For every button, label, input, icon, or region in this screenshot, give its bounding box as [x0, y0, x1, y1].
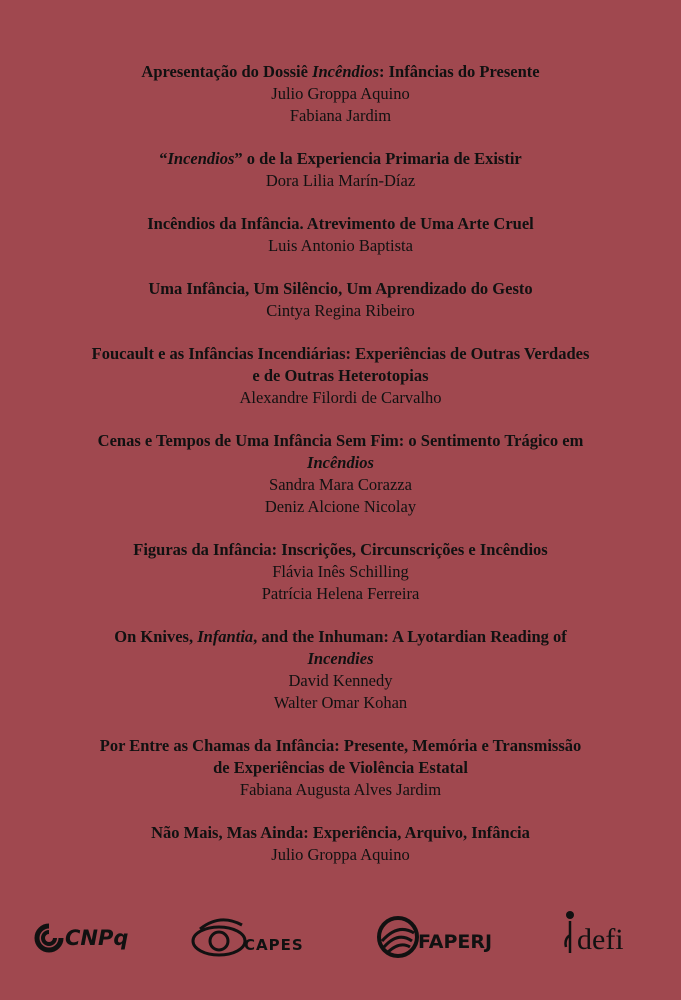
entry-author: Luis Antonio Baptista — [268, 236, 413, 255]
table-of-contents — [0, 61, 681, 887]
faperj-swirl-icon — [376, 915, 420, 959]
toc-entry — [0, 213, 681, 257]
toc-entry — [0, 61, 681, 127]
cnpq-text: CNPq — [65, 926, 129, 950]
defi-logo — [563, 909, 624, 957]
entry-author: Flávia Inês Schilling — [272, 562, 409, 581]
entry-title-line: Por Entre as Chamas da Infância: Presente, Memória e Transmissão — [99, 736, 582, 755]
entry-author: Walter Omar Kohan — [273, 693, 408, 712]
toc-entry — [0, 343, 681, 409]
defi-text: defi — [577, 923, 624, 956]
toc-entry — [0, 430, 681, 518]
toc-entry — [0, 539, 681, 605]
entry-title: “Incendios” o de la Experiencia Primaria de Existir — [159, 149, 522, 168]
entry-author: Julio Groppa Aquino — [271, 845, 410, 864]
cnpq-logo — [34, 923, 128, 953]
toc-entry — [0, 278, 681, 322]
defi-figure-icon — [563, 909, 577, 957]
entry-title-line: Incêndios — [307, 453, 374, 472]
entry-title: Não Mais, Mas Ainda: Experiência, Arquivo, Infância — [151, 823, 530, 842]
entry-title: Apresentação do Dossiê Incêndios: Infâncias do Presente — [141, 62, 540, 81]
entry-title-line: Incendies — [307, 649, 374, 668]
entry-author: Sandra Mara Corazza — [269, 475, 412, 494]
cnpq-swirl-icon — [34, 923, 64, 953]
entry-title-line: de Experiências de Violência Estatal — [213, 758, 468, 777]
entry-author: Deniz Alcione Nicolay — [264, 497, 417, 516]
capes-eye-icon — [190, 915, 248, 959]
entry-title: Uma Infância, Um Silêncio, Um Aprendizado do Gesto — [148, 279, 533, 298]
toc-entry — [0, 148, 681, 192]
entry-author: David Kennedy — [288, 671, 393, 690]
capes-text: CAPES — [244, 936, 304, 954]
faperj-logo — [376, 915, 492, 959]
toc-entry — [0, 735, 681, 801]
entry-title: Incêndios da Infância. Atrevimento de Uma Arte Cruel — [147, 214, 534, 233]
entry-author: Alexandre Filordi de Carvalho — [239, 388, 442, 407]
entry-author: Fabiana Jardim — [289, 106, 392, 125]
toc-entry — [0, 626, 681, 714]
entry-title-line: On Knives, Infantia, and the Inhuman: A Lyotardian Reading of — [114, 627, 567, 646]
entry-author: Patrícia Helena Ferreira — [261, 584, 420, 603]
sponsor-logos — [0, 905, 681, 965]
entry-author: Julio Groppa Aquino — [271, 84, 410, 103]
entry-title-line: Foucault e as Infâncias Incendiárias: Experiências de Outras Verdades — [91, 344, 590, 363]
faperj-text: FAPERJ — [418, 931, 493, 953]
entry-author: Dora Lilia Marín-Díaz — [265, 171, 416, 190]
entry-title-line: Cenas e Tempos de Uma Infância Sem Fim: o Sentimento Trágico em — [97, 431, 584, 450]
toc-entry — [0, 822, 681, 866]
entry-title-line: e de Outras Heterotopias — [252, 366, 429, 385]
entry-author: Fabiana Augusta Alves Jardim — [239, 780, 442, 799]
entry-author: Cintya Regina Ribeiro — [266, 301, 415, 320]
capes-logo — [190, 915, 304, 959]
entry-title: Figuras da Infância: Inscrições, Circunscrições e Incêndios — [133, 540, 548, 559]
